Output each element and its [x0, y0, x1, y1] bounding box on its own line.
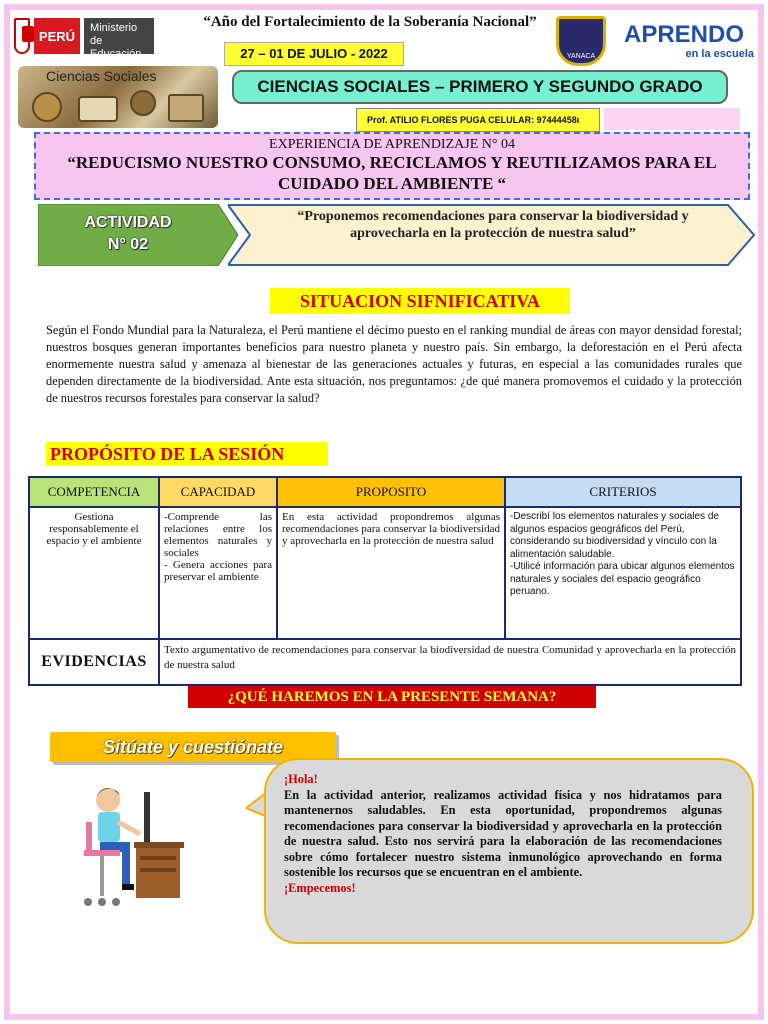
activity-label-line2: N° 02	[107, 236, 149, 253]
social-sciences-image	[18, 66, 218, 128]
purpose-table	[28, 476, 742, 686]
week-title: ¿QUÉ HAREMOS EN LA PRESENTE SEMANA?	[188, 686, 596, 708]
cell-competencia: Gestiona responsablemente el espacio y el ambiente	[29, 507, 159, 639]
image-label: Ciencias Sociales	[46, 68, 157, 84]
speech-bubble-text	[284, 772, 722, 896]
table-header-row	[29, 477, 741, 507]
coin-icon	[130, 90, 156, 116]
date-badge: 27 – 01 DE JULIO - 2022	[224, 42, 404, 66]
activity-title: “Proponemos recomendaciones para conservar la biodiversidad y aprovecharla en la protección de nuestra salud”	[297, 209, 689, 241]
year-motto: “Año del Fortalecimiento de la Soberanía Nacional”	[203, 14, 537, 30]
cell-criterios: -Describí los elementos naturales y sociales de algunos espacios geográficos del Perú, considerando su biodiversidad y vínculo con la alimentación saludable. -Utilicé información para ubicar algunos elementos naturales y sociales del espacio geográfico peruano.	[505, 507, 741, 639]
situation-title: SITUACION SIFNIFICATIVA	[270, 288, 570, 314]
decor-bar	[604, 108, 740, 130]
peru-shield-icon	[14, 18, 30, 54]
minedu-logo	[14, 14, 154, 58]
table-row	[29, 507, 741, 639]
logo-ministry: Ministerio de Educación	[84, 18, 154, 54]
cell-capacidad: -Comprende las relaciones entre los elementos naturales y sociales - Genera acciones para preservar el ambiente	[159, 507, 277, 639]
teacher-info: Prof. ATILIO FLORES PUGA CELULAR: 97444458ı	[356, 108, 600, 132]
evidence-row	[29, 639, 741, 685]
activity-title-box	[228, 204, 756, 266]
header-capacidad: CAPACIDAD	[159, 477, 277, 507]
experience-box	[34, 132, 750, 200]
header-criterios: CRITERIOS	[505, 477, 741, 507]
bubble-body: En la actividad anterior, realizamos actividad física y nos hidratamos para mantenernos saludables. En esta oportunidad, propondremos algunas recomendaciones para conservar la biodiversidad y aprovecharla en la protección de nuestra salud. Esto nos servirá para la elaboración de las recomendaciones sobre cómo fortalecer nuestro sistema inmunológico aprovechando en forma sostenible los recursos que se encuentran en el ambiente.	[284, 787, 722, 879]
student-at-desk-icon	[74, 772, 194, 922]
activity-label-line1: ACTIVIDAD	[84, 214, 172, 231]
course-title: CIENCIAS SOCIALES – PRIMERO Y SEGUNDO GRADO	[232, 70, 728, 104]
header-competencia: COMPETENCIA	[29, 477, 159, 507]
aprendo-logo	[614, 22, 754, 60]
aprendo-subtitle: en la escuela	[685, 48, 754, 60]
purpose-title: PROPÓSITO DE LA SESIÓN	[46, 442, 328, 466]
logo-country: PERÚ	[34, 18, 80, 54]
document-icon	[78, 96, 118, 122]
cell-proposito: En esta actividad propondremos algunas recomendaciones para conservar la biodiversidad y aprovecharla en la protección de nuestra salud	[277, 507, 505, 639]
aprendo-title: APRENDO	[623, 21, 744, 48]
situate-banner-text: Sitúate y cuestiónate	[102, 737, 284, 757]
map-icon	[168, 94, 204, 122]
crest-text: YANACA	[566, 53, 596, 60]
header-proposito: PROPOSITO	[277, 477, 505, 507]
closing: ¡Empecemos!	[284, 880, 356, 895]
evidence-label: EVIDENCIAS	[29, 639, 159, 685]
experience-title: “REDUCISMO NUESTRO CONSUMO, RECICLAMOS Y REUTILIZAMOS PARA EL CUIDADO DEL AMBIENTE “	[67, 153, 717, 193]
activity-badge	[38, 204, 238, 266]
evidence-text: Texto argumentativo de recomendaciones para conservar la biodiversidad de nuestra Comunidad y aprovecharla en la protección de nuestra salud	[159, 639, 741, 685]
situation-text: Según el Fondo Mundial para la Naturaleza, el Perú mantiene el décimo puesto en el ranking mundial de áreas con mayor densidad forestal; nuestros bosques generan importantes beneficios para nuestro planeta y nuestro país. Sin embargo, la deforestación en el Perú afecta enormemente nuestra salud y amenaza al bienestar de las generaciones actuales y futuras, en especial a las comunidades rurales que dependen directamente de la biodiversidad. Ante esta situación, nos preguntamos: ¿de qué manera promovemos el cuidado y la protección de nuestros recursos forestales para conservar la salud?	[46, 323, 742, 405]
coin-icon	[32, 92, 62, 122]
school-crest-icon	[556, 16, 606, 66]
experience-number: EXPERIENCIA DE APRENDIZAJE N° 04	[269, 137, 515, 152]
greeting: ¡Hola!	[284, 772, 318, 786]
activity-label	[38, 212, 218, 256]
